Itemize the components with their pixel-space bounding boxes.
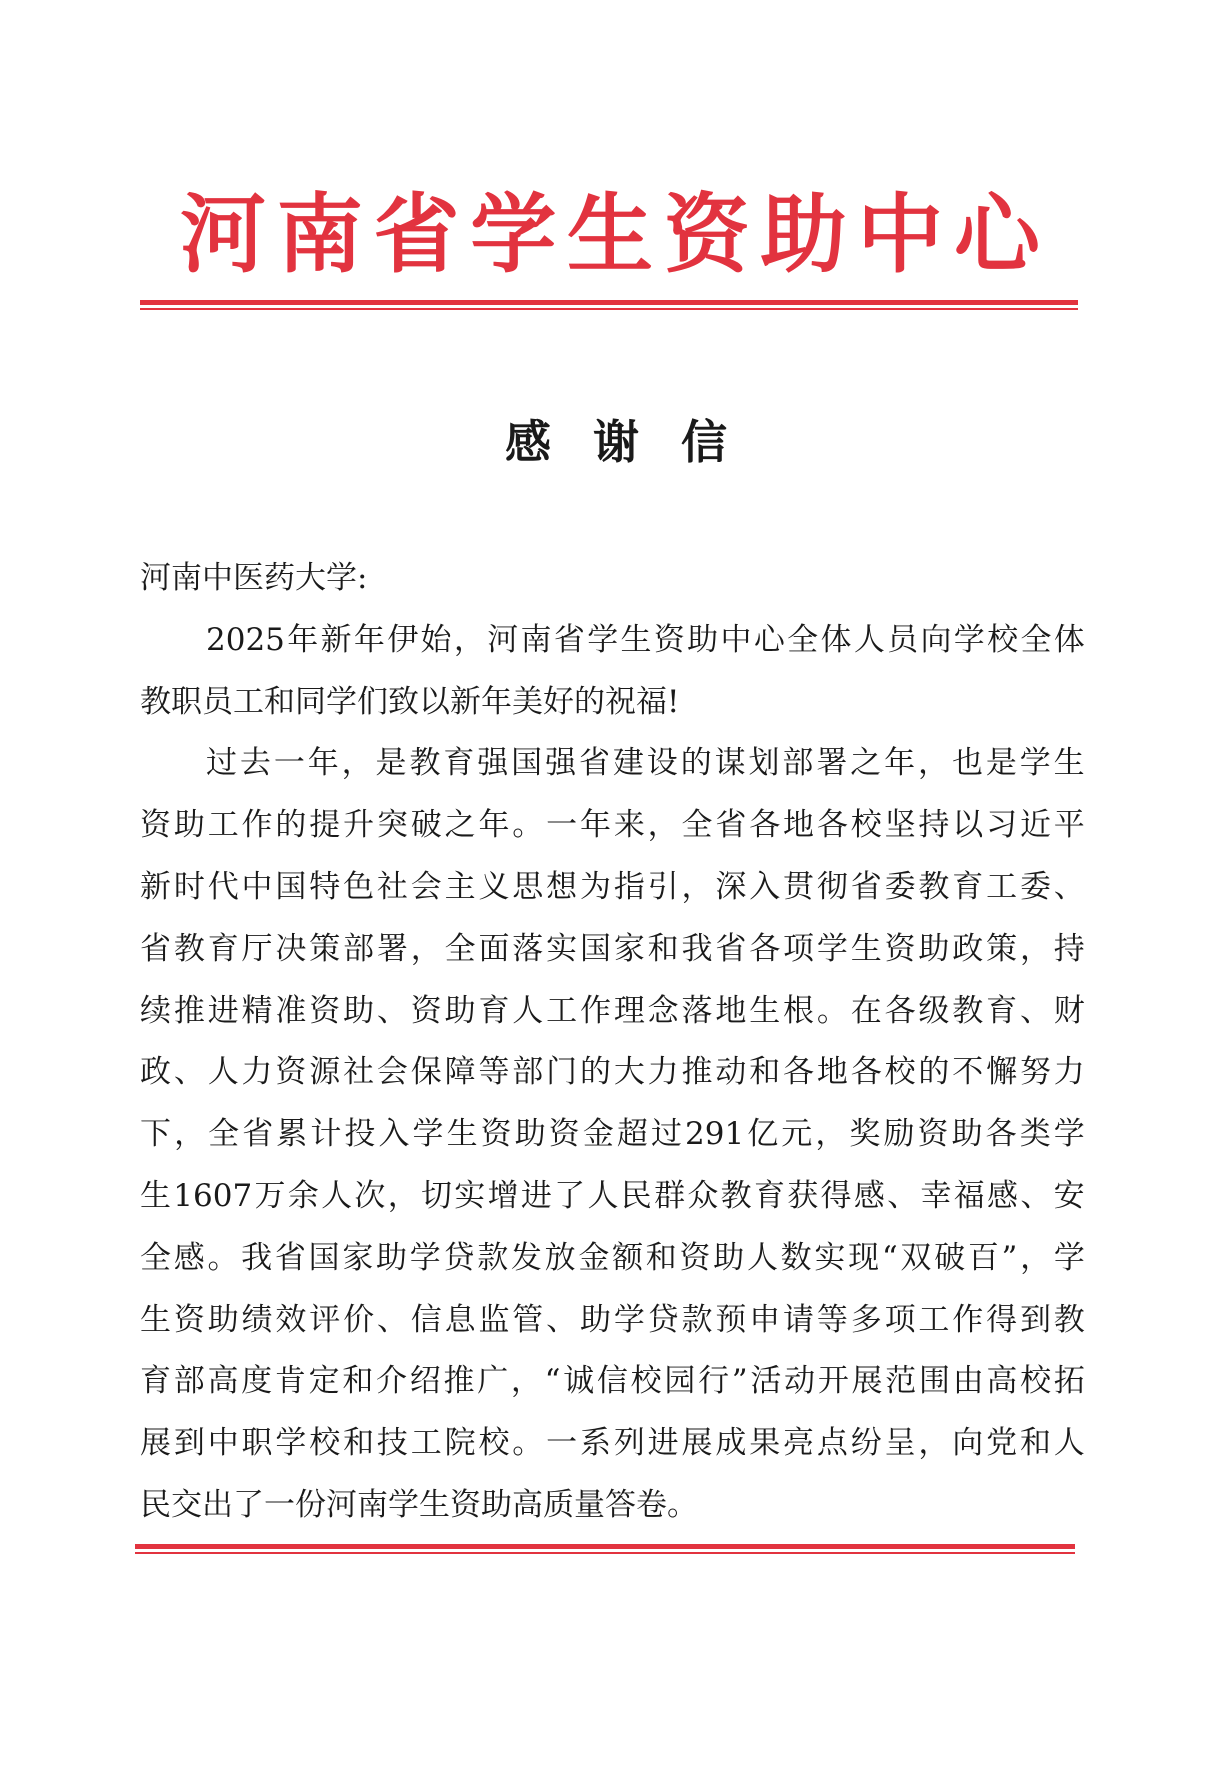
- letterhead-char: 助: [760, 185, 847, 285]
- letterhead-char: 心: [954, 185, 1040, 285]
- body-line: 新 时 代 中 国 特 色 社 会 主 义 思 想 为 指 引 ， 深 入 贯 彻 省 委 教 育 工 委 、: [140, 868, 1085, 905]
- body-line: 全 感 。 我 省 国 家 助 学 贷 款 发 放 金 额 和 资 助 人 数 实 现 “ 双 破 百 ” ， 学: [140, 1239, 1085, 1276]
- body-line: 育 部 高 度 肯 定 和 介 绍 推 广 ， “ 诚 信 校 园 行 ” 活 动 开 展 范 围 由 高 校 拓: [140, 1363, 1085, 1400]
- letterhead-organization: [180, 185, 1040, 285]
- body-line: 续 推 进 精 准 资 助 、 资 助 育 人 工 作 理 念 落 地 生 根 。 在 各 级 教 育 、 财: [140, 992, 1085, 1029]
- body-line: 教职员工和同学们致以新年美好的祝福!: [140, 683, 680, 720]
- letter-body: [140, 548, 1085, 1537]
- salutation: 河南中医药大学:: [140, 560, 368, 596]
- body-line: 生 资 助 绩 效 评 价 、 信 息 监 管 、 助 学 贷 款 预 申 请 等 多 项 工 作 得 到 教: [140, 1301, 1085, 1338]
- letterhead-char: 省: [373, 185, 460, 285]
- document-title: 感谢信: [505, 415, 769, 469]
- footer-divider: [135, 1544, 1075, 1554]
- letterhead-char: 生: [567, 185, 653, 285]
- body-line: 政 、 人 力 资 源 社 会 保 障 等 部 门 的 大 力 推 动 和 各 地 各 校 的 不 懈 努 力: [140, 1054, 1085, 1091]
- letterhead-char: 河: [180, 185, 266, 285]
- body-line: 下 ， 全 省 累 计 投 入 学 生 资 助 资 金 超 过 291 亿 元 ， 奖 励 资 助 各 类 学: [140, 1116, 1085, 1153]
- letterhead-char: 中: [857, 185, 944, 285]
- body-line: 生 1607 万 余 人 次 ， 切 实 增 进 了 人 民 群 众 教 育 获 得 感 、 幸 福 感 、 安: [140, 1177, 1085, 1214]
- body-line: 民交出了一份河南学生资助高质量答卷。: [140, 1486, 698, 1523]
- body-line: 2025 年 新 年 伊 始 ， 河 南 省 学 生 资 助 中 心 全 体 人 员 向 学 校 全 体: [206, 621, 1085, 658]
- body-line: 资 助 工 作 的 提 升 突 破 之 年 。 一 年 来 ， 全 省 各 地 各 校 坚 持 以 习 近 平: [140, 807, 1085, 844]
- letterhead-char: 资: [663, 185, 750, 285]
- letterhead-char: 学: [470, 185, 557, 285]
- body-line: 省 教 育 厅 决 策 部 署 ， 全 面 落 实 国 家 和 我 省 各 项 学 生 资 助 政 策 ， 持: [140, 930, 1085, 967]
- body-line: 过 去 一 年 ， 是 教 育 强 国 强 省 建 设 的 谋 划 部 署 之 年 ， 也 是 学 生: [206, 745, 1085, 782]
- body-line: 展 到 中 职 学 校 和 技 工 院 校 。 一 系 列 进 展 成 果 亮 点 纷 呈 ， 向 党 和 人: [140, 1425, 1085, 1462]
- letterhead-divider: [140, 300, 1078, 310]
- letterhead-char: 南: [276, 185, 363, 285]
